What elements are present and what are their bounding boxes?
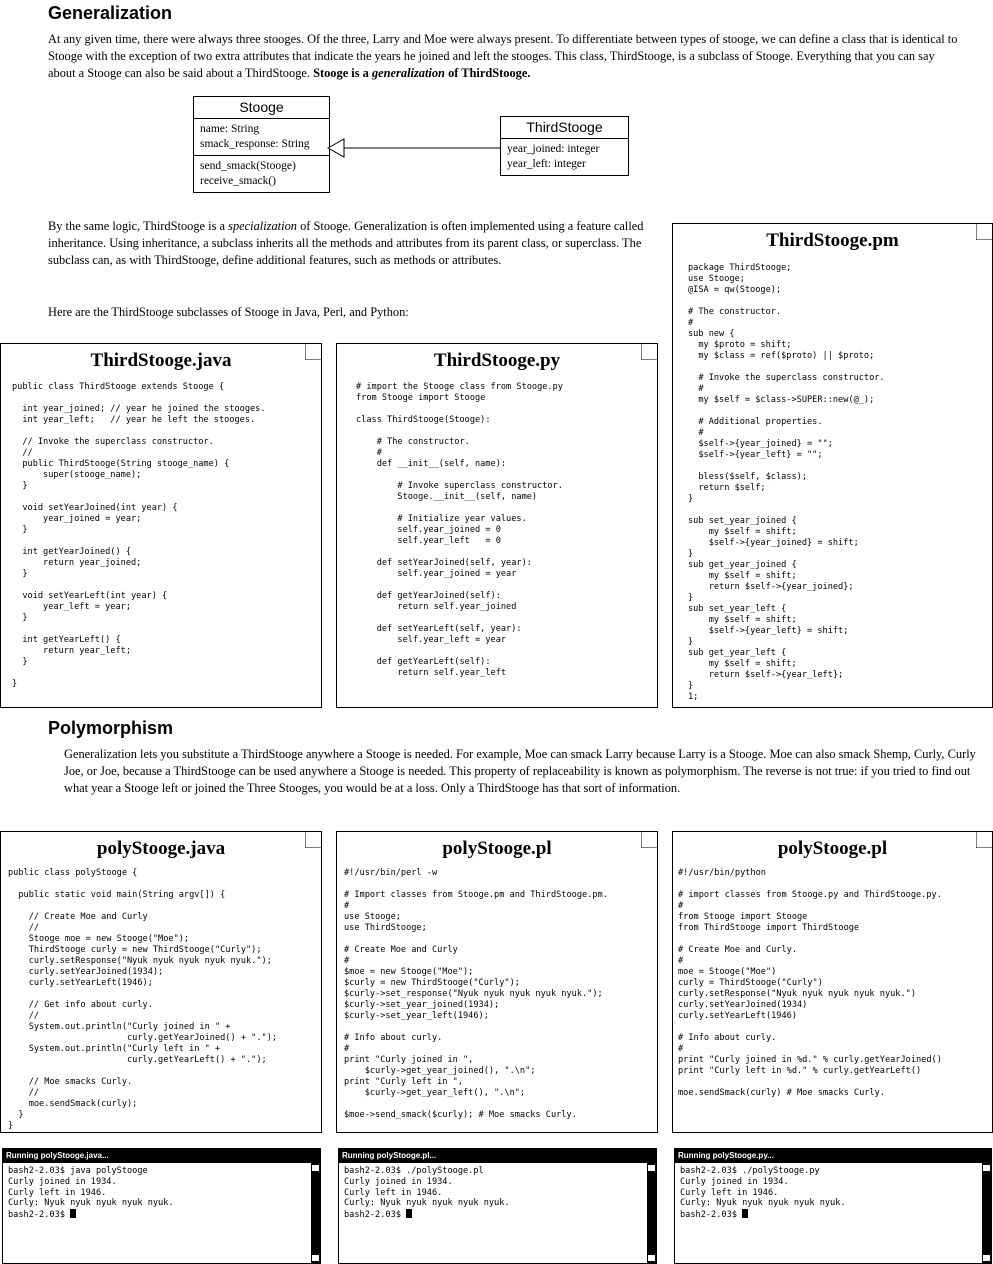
page-fold-icon (305, 344, 321, 360)
scroll-down-icon[interactable] (312, 1255, 319, 1261)
inheritance-arrow (326, 135, 502, 161)
uml-attributes (501, 139, 628, 175)
scroll-up-icon[interactable] (312, 1165, 319, 1171)
code-card-title: ThirdStooge.java (90, 350, 232, 371)
code-card-polystooge-pl (336, 831, 658, 1133)
page-fold-icon (641, 832, 657, 848)
code-card-title: polyStooge.pl (777, 838, 888, 859)
code-listing: package ThirdStooge; use Stooge; @ISA = qw(Stooge); # The constructor. # sub new { my $proto = shift; my $class = ref($proto) || $proto; # Invoke the superclass constructor. # my $self = $class->SUPER::new(@_); # Additional properties. # $self->{year_joined} = ""; $self->{year_left} = ""; bless($self, $class); return $self; } sub set_year_joined { my $self = shift; $self->{year_joined} = shift; } sub get_year_joined { my $self = shift; return $self->{year_joined}; } sub set_year_left { my $self = shift; $self->{year_left} = shift; } sub get_year_left { my $self = shift; return $self->{year_left}; } 1; (688, 263, 885, 702)
generalization-bold-statement: Stooge is a generalization of ThirdStooge. (313, 66, 531, 80)
uml-attribute: smack_response: String (200, 138, 310, 150)
code-listing: public class ThirdStooge extends Stooge { int year_joined; // year he joined the stooges. int year_left; // year he left the stooges. // Invoke the superclass constructor. // public ThirdStooge(String stooge_name) { super(stooge_name); } void setYearJoined(int year) { year_joined = year; } int getYearJoined() { return year_joined; } void setYearLeft(int year) { year_left = year; } int getYearLeft() { return year_left; } } (12, 382, 266, 689)
terminal-output: bash2-2.03$ java polyStooge Curly joined in 1934. Curly left in 1946. Curly: Nyuk nyuk nyuk nyuk nyuk. bash2-2.03$ (8, 1166, 174, 1221)
cursor-block (406, 1209, 412, 1218)
uml-class-thirdstooge (500, 116, 629, 176)
code-card-title: ThirdStooge.py (433, 350, 561, 371)
cursor-block (742, 1209, 748, 1218)
uml-class-stooge (193, 96, 330, 193)
page-fold-icon (305, 832, 321, 848)
code-card-title: polyStooge.java (96, 838, 226, 859)
scroll-up-icon[interactable] (648, 1165, 655, 1171)
code-card-title: polyStooge.pl (442, 838, 552, 859)
uml-attribute: name: String (200, 123, 260, 135)
code-listing: #!/usr/bin/python # import classes from Stooge.py and ThirdStooge.py. # from Stooge import Stooge from ThirdStooge import ThirdStooge # Create Moe and Curly. # moe = Stooge("Moe") curly = ThirdStooge("Curly") curly.setResponse("Nyuk nyuk nyuk nyuk nyuk.") curly.setYearJoined(1934) curly.setYearLeft(1946) # Info about curly. # print "Curly joined in %d." % curly.getYearJoined() print "Curly left in %d." % curly.getYearLeft() moe.sendSmack(curly) # Moe smacks Curly. (678, 868, 942, 1098)
code-card-polystooge-java (0, 831, 322, 1133)
terminal-window-java (2, 1148, 321, 1264)
terminal-prompt: bash2-2.03$ (8, 1210, 71, 1221)
uml-methods (194, 156, 329, 192)
terminal-title-bar: Running polyStooge.pl... (339, 1149, 656, 1163)
terminal-window-python (674, 1148, 992, 1264)
cursor-block (70, 1209, 76, 1218)
uml-method: receive_smack() (200, 175, 276, 187)
specialization-paragraph: By the same logic, ThirdStooge is a specialization of Stooge. Generalization is often implemented using a feature called inheritance. Using inheritance, a subclass inherits all the methods and attributes from its parent class, or superclass. The subclass can, as with ThirdStooge, define additional features, such as methods or attributes. (48, 219, 644, 267)
code-card-thirdstooge-java (0, 343, 322, 708)
uml-class-name: Stooge (194, 97, 329, 119)
code-listing: #!/usr/bin/perl -w # Import classes from Stooge.pm and ThirdStooge.pm. # use Stooge; use ThirdStooge; # Create Moe and Curly # $moe = new Stooge("Moe"); $curly = new ThirdStooge("Curly"); $curly->set_response("Nyuk nyuk nyuk nyuk nyuk."); $curly->set_year_joined(1934); $curly->set_year_left(1946); # Info about curly. # print "Curly joined in ", $curly->get_year_joined(), ".\n"; print "Curly left in ", $curly->get_year_left(), ".\n"; $moe->send_smack($curly); # Moe smacks Curly. (344, 868, 608, 1120)
code-listing: # import the Stooge class from Stooge.py from Stooge import Stooge class ThirdStooge(Stooge): # The constructor. # def __init__(self, name): # Invoke superclass constructor. Stooge.__init__(self, name) # Initialize year values. self.year_joined = 0 self.year_left = 0 def setYearJoined(self, year): self.year_joined = year def getYearJoined(self): return self.year_joined def setYearLeft(self, year): self.year_left = year def getYearLeft(self): return self.year_left (356, 382, 563, 678)
terminal-prompt: bash2-2.03$ (680, 1210, 743, 1221)
scroll-down-icon[interactable] (648, 1255, 655, 1261)
specialization-term: specialization (228, 219, 297, 233)
code-card-thirdstooge-pm (672, 223, 993, 708)
uml-attributes (194, 119, 329, 156)
polymorphism-heading: Polymorphism (48, 718, 174, 738)
terminal-window-perl (338, 1148, 657, 1264)
subclasses-intro: Here are the ThirdStooge subclasses of Stooge in Java, Perl, and Python: (48, 305, 409, 319)
terminal-title-bar: Running polyStooge.java... (3, 1149, 320, 1163)
uml-attribute: year_left: integer (507, 158, 586, 170)
code-listing: public class polyStooge { public static void main(String argv[]) { // Create Moe and Curly // Stooge moe = new Stooge("Moe"); ThirdStooge curly = new ThirdStooge("Curly"); curly.setResponse("Nyuk nyuk nyuk nyuk nyuk."); curly.setYearJoined(1934); curly.setYearLeft(1946); // Get info about curly. // System.out.println("Curly joined in " + curly.getYearJoined() + "."); System.out.println("Curly left in " + curly.getYearLeft() + "."); // Moe smacks Curly. // moe.sendSmack(curly); } } (8, 868, 278, 1131)
scroll-down-icon[interactable] (983, 1255, 990, 1261)
polymorphism-paragraph: Generalization lets you substitute a ThirdStooge anywhere a Stooge is needed. For example, Moe can smack Larry because Larry is a Stooge. Moe can also smack Shemp, Curly, Curly Joe, or Joe, because a ThirdStooge can be used anywhere a Stooge is needed. This property of replaceability is known as polymorphism. The reverse is not true: if you tried to find out what year a Stooge left or joined the Three Stooges, you would be at a loss. Only a ThirdStooge has that sort of information. (64, 747, 976, 795)
generalization-paragraph (48, 31, 960, 82)
code-card-thirdstooge-py (336, 343, 658, 708)
scrollbar[interactable] (311, 1163, 320, 1263)
scrollbar[interactable] (647, 1163, 656, 1263)
scroll-up-icon[interactable] (983, 1165, 990, 1171)
uml-attribute: year_joined: integer (507, 143, 600, 155)
terminal-title-bar: Running polyStooge.py... (675, 1149, 991, 1163)
generalization-text: At any given time, there were always three stooges. Of the three, Larry and Moe were always present. To differentiate between types of stooge, we can define a class that is identical to Stooge with the exception of two extra attributes that indicate the years he joined and left the stooges. This class, ThirdStooge, is a subclass of Stooge. Everything that you can say about a Stooge can also be said about a ThirdStooge. (48, 32, 958, 80)
terminal-output: bash2-2.03$ ./polyStooge.py Curly joined in 1934. Curly left in 1946. Curly: Nyuk nyuk nyuk nyuk nyuk. bash2-2.03$ (680, 1166, 846, 1221)
code-card-title: ThirdStooge.pm (766, 230, 899, 251)
page-fold-icon (641, 344, 657, 360)
page-fold-icon (976, 832, 992, 848)
page-fold-icon (976, 224, 992, 240)
uml-class-name: ThirdStooge (501, 117, 628, 139)
uml-method: send_smack(Stooge) (200, 160, 296, 172)
terminal-output: bash2-2.03$ ./polyStooge.pl Curly joined in 1934. Curly left in 1946. Curly: Nyuk nyuk nyuk nyuk nyuk. bash2-2.03$ (344, 1166, 510, 1221)
terminal-prompt: bash2-2.03$ (344, 1210, 407, 1221)
code-card-polystooge-py (672, 831, 993, 1133)
scrollbar[interactable] (982, 1163, 991, 1263)
generalization-heading: Generalization (48, 3, 173, 23)
